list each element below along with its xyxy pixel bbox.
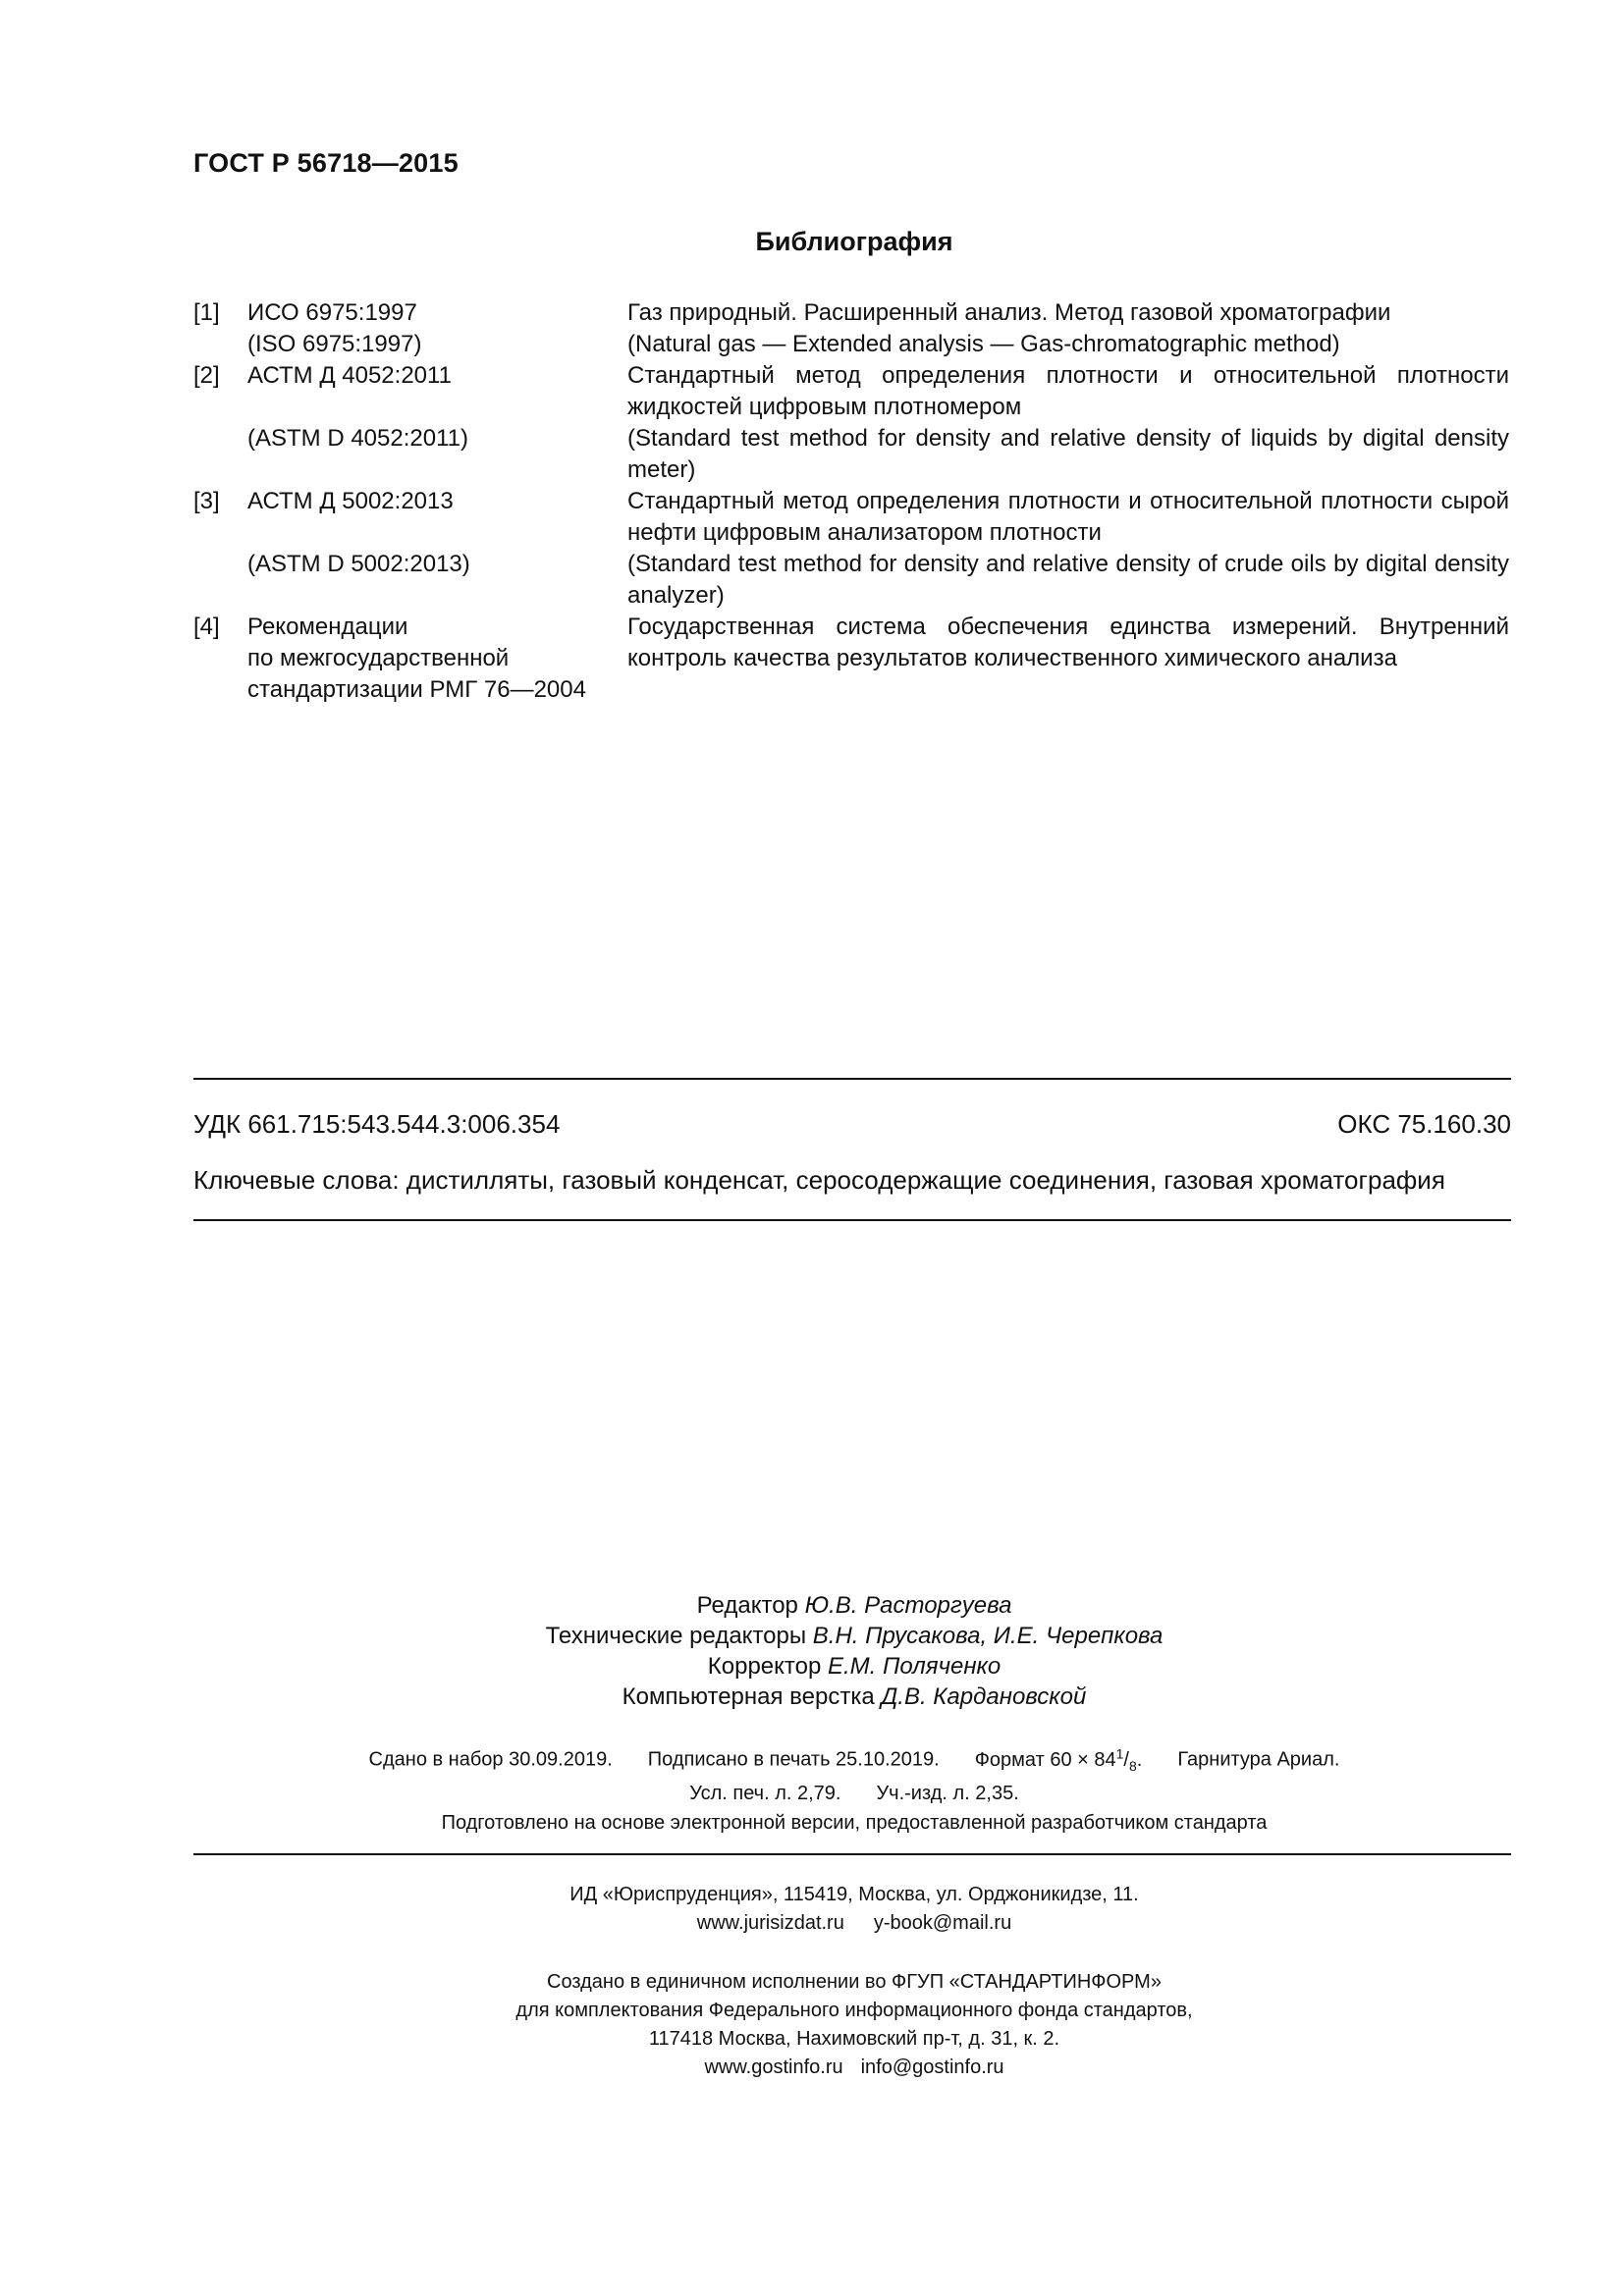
oks-code: ОКС 75.160.30 xyxy=(1337,1109,1511,1139)
divider-bottom xyxy=(193,1219,1511,1221)
created-line-1: Создано в единичном исполнении во ФГУП «СТАНДАРТИНФОРМ» xyxy=(547,1971,1162,1993)
created-block xyxy=(0,1968,1624,2082)
publisher-contacts xyxy=(0,1909,1624,1938)
bibliography-entry xyxy=(193,612,1509,706)
entry-title-ru: Стандартный метод определения плотности и относительной плотности жидкостей цифровым плотномером xyxy=(627,362,1509,420)
entry-number: [3] xyxy=(193,488,220,514)
divider-publisher xyxy=(193,1853,1511,1855)
submitted-date: Сдано в набор 30.09.2019. xyxy=(368,1748,613,1771)
publisher-website: www.jurisizdat.ru xyxy=(696,1912,844,1934)
credit-corrector: Корректор Е.М. Поляченко xyxy=(707,1653,1001,1680)
bibliography-entry-en xyxy=(193,423,1509,486)
entry-designation-en: (ASTM D 4052:2011) xyxy=(247,425,468,452)
publisher-email: y-book@mail.ru xyxy=(873,1912,1012,1934)
entry-title-ru: Государственная система обеспечения единства измерений. Внутренний контроль качества результатов количественного химического анализа xyxy=(627,614,1509,671)
entry-designation-en: (ASTM D 5002:2013) xyxy=(247,551,470,577)
entry-designation-line: по межгосударственной xyxy=(247,645,510,671)
credit-editor: Редактор Ю.В. Расторгуева xyxy=(696,1592,1012,1619)
entry-designation: ИСО 6975:1997 xyxy=(247,299,417,326)
keywords: Ключевые слова: дистилляты, газовый конденсат, серосодержащие соединения, газовая хроматография xyxy=(193,1165,1445,1195)
bibliography-entry-en xyxy=(193,549,1509,612)
entry-number: [4] xyxy=(193,614,220,640)
entry-title-en: (Natural gas — Extended analysis — Gas-chromatographic method) xyxy=(627,331,1340,357)
created-contacts xyxy=(0,2054,1624,2082)
bibliography-list xyxy=(193,297,1509,706)
standard-designation: ГОСТ Р 56718—2015 xyxy=(193,148,459,178)
entry-number: [2] xyxy=(193,362,220,389)
corrector-name: Е.М. Поляченко xyxy=(828,1653,1001,1680)
typeface: Гарнитура Ариал. xyxy=(1177,1748,1340,1771)
credit-layout: Компьютерная верстка Д.В. Кардановской xyxy=(622,1683,1087,1710)
entry-designation: АСТМ Д 4052:2011 xyxy=(247,362,452,389)
print-sheets: Усл. печ. л. 2,79. xyxy=(689,1782,841,1804)
entry-title-ru: Стандартный метод определения плотности и относительной плотности сырой нефти цифровым анализатором плотности xyxy=(627,488,1509,546)
print-info xyxy=(0,1739,1624,1807)
bibliography-entry xyxy=(193,486,1509,549)
pub-sheets: Уч.-изд. л. 2,35. xyxy=(876,1782,1019,1804)
format: Формат $60 \times 84^1/_8$. xyxy=(974,1745,1143,1774)
entry-designation-en: (ISO 6975:1997) xyxy=(247,331,422,357)
created-line-3: 117418 Москва, Нахимовский пр-т, д. 31, к. 2. xyxy=(648,2028,1060,2050)
created-email: info@gostinfo.ru xyxy=(860,2056,1004,2078)
entry-designation xyxy=(247,612,627,706)
print-info-line-2 xyxy=(0,1780,1624,1807)
print-info-line-1 xyxy=(0,1739,1624,1780)
udk-code: УДК 661.715:543.544.3:006.354 xyxy=(193,1109,561,1139)
divider-top xyxy=(193,1078,1511,1080)
credits-block xyxy=(0,1590,1624,1712)
publisher-block xyxy=(0,1881,1624,1938)
entry-title-ru: Газ природный. Расширенный анализ. Метод газовой хроматографии xyxy=(627,299,1391,326)
bibliography-entry-en xyxy=(193,329,1509,360)
entry-title-en: (Standard test method for density and relative density of liquids by digital density meter) xyxy=(627,425,1509,483)
entry-designation: АСТМ Д 5002:2013 xyxy=(247,488,454,514)
created-line-2: для комплектования Федерального информационного фонда стандартов, xyxy=(515,2000,1193,2021)
entry-designation-line: Рекомендации xyxy=(247,614,408,640)
prepared-note: Подготовлено на основе электронной версии, предоставленной разработчиком стандарта xyxy=(441,1812,1268,1834)
entry-number: [1] xyxy=(193,299,220,326)
layout-name: Д.В. Кардановской xyxy=(881,1683,1087,1710)
created-website: www.gostinfo.ru xyxy=(704,2056,843,2078)
bibliography-entry xyxy=(193,297,1509,329)
editor-name: Ю.В. Расторгуева xyxy=(804,1592,1012,1619)
publisher-address: ИД «Юриспруденция», 115419, Москва, ул. Орджоникидзе, 11. xyxy=(569,1884,1139,1905)
entry-title-en: (Standard test method for density and relative density of crude oils by digital density analyzer) xyxy=(627,551,1509,609)
signed-date: Подписано в печать 25.10.2019. xyxy=(647,1748,940,1771)
bibliography-entry xyxy=(193,360,1509,423)
bibliography-title: Библиография xyxy=(755,227,953,256)
credit-tech-editors: Технические редакторы В.Н. Прусакова, И.Е. Черепкова xyxy=(545,1623,1164,1649)
tech-editor-names: В.Н. Прусакова, И.Е. Черепкова xyxy=(812,1623,1164,1649)
entry-designation-line: стандартизации РМГ 76—2004 xyxy=(247,676,586,703)
